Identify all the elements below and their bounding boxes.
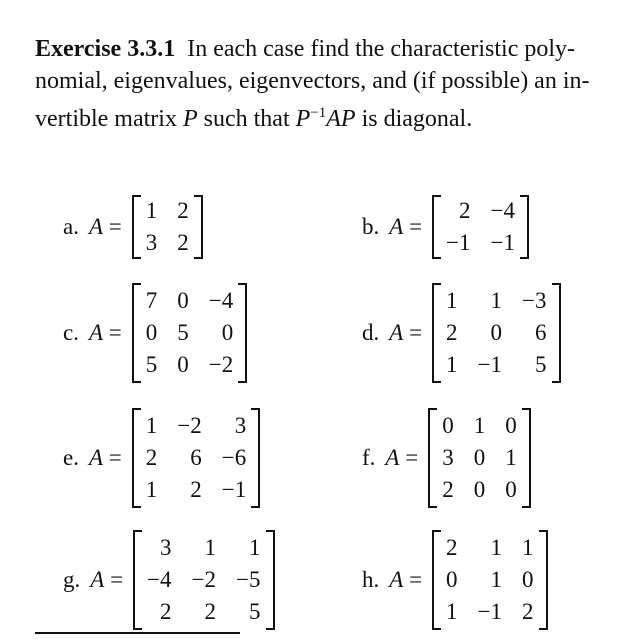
problem-label: g.	[63, 567, 81, 592]
matrix-equation-lhs	[389, 214, 422, 240]
matrix-entry: 1	[446, 288, 458, 313]
matrix-entry: 1	[145, 198, 158, 223]
matrix-entry: 2	[177, 198, 189, 223]
matrix-entry: 2	[446, 535, 458, 560]
problem-label: d.	[362, 320, 380, 345]
equals-sign: =	[405, 445, 419, 470]
matrix-entry: 5	[535, 352, 547, 377]
matrix-entry: 0	[505, 477, 517, 502]
matrix-entry: 1	[145, 477, 158, 502]
matrix-entry: 1	[490, 535, 503, 560]
matrix-variable: A	[389, 567, 404, 592]
left-bracket	[432, 283, 441, 383]
matrix-equation-lhs	[385, 445, 418, 471]
matrix-entry: 6	[535, 320, 547, 345]
matrix-entry: 2	[160, 599, 172, 624]
matrix-entry: −4	[490, 198, 516, 223]
statement-line-2: nomial, eigenvalues, eigenvectors, and (if possible) an in-	[35, 68, 590, 94]
right-bracket	[539, 530, 548, 630]
problem-h	[362, 530, 550, 630]
matrix-entry: 1	[145, 413, 158, 438]
equals-sign: =	[409, 214, 423, 239]
footnote-rule	[35, 632, 240, 634]
matrix-entry: −1	[221, 477, 247, 502]
matrix-variable: A	[90, 567, 105, 592]
matrix-entry: 2	[204, 599, 217, 624]
exercise-statement	[35, 33, 590, 135]
matrix-entry: 1	[473, 413, 486, 438]
matrix-entry: 1	[446, 599, 458, 624]
matrix-variable: A	[88, 214, 104, 239]
matrix-ap: AP	[326, 106, 356, 132]
matrix-entry: 0	[490, 320, 503, 345]
left-bracket	[432, 530, 441, 630]
equals-sign: =	[108, 320, 122, 345]
matrix-variable: A	[88, 320, 104, 345]
matrix-entry: −6	[221, 445, 247, 470]
matrix-entry: 2	[522, 599, 534, 624]
matrix-entry: −1	[477, 599, 503, 624]
matrix-entry: −1	[477, 352, 503, 377]
exercise-number: Exercise 3.3.1	[35, 36, 176, 62]
matrix-entry: −3	[522, 288, 547, 313]
matrix-equation-lhs	[90, 567, 123, 593]
matrix-entry: 0	[177, 288, 189, 313]
matrix-entry: −2	[208, 352, 234, 377]
right-bracket	[552, 283, 561, 383]
matrix-entry: 3	[160, 535, 172, 560]
problem-label: a.	[63, 214, 79, 239]
problem-b	[362, 195, 531, 259]
matrix	[130, 408, 262, 508]
right-bracket	[251, 408, 260, 508]
matrix-p: P	[295, 106, 311, 132]
matrix-equation-lhs	[389, 320, 422, 346]
matrix-entry: −1	[446, 230, 471, 255]
left-bracket	[132, 408, 141, 508]
equals-sign: =	[409, 567, 423, 592]
matrix-p: P	[182, 106, 198, 132]
statement-text: In each case find the characteristic poly-	[187, 36, 575, 62]
matrix-entry: −2	[191, 567, 217, 592]
matrix-entry: 7	[145, 288, 158, 313]
problem-d	[362, 283, 563, 383]
statement-line-1	[35, 33, 590, 65]
matrix-entry: 0	[446, 567, 458, 592]
matrix-entry: −1	[490, 230, 516, 255]
matrix-equation-lhs	[89, 214, 122, 240]
matrix-variable: A	[385, 445, 400, 470]
problem-g	[63, 530, 277, 630]
left-bracket	[132, 195, 141, 259]
matrix-entry: 1	[446, 352, 458, 377]
matrix-entry: 2	[177, 230, 189, 255]
right-bracket	[266, 530, 275, 630]
matrix-entry: 2	[190, 477, 202, 502]
matrix-entry: 0	[505, 413, 517, 438]
matrix-entry: 0	[473, 445, 486, 470]
matrix-entry: 0	[442, 413, 454, 438]
right-bracket	[520, 195, 529, 259]
matrix-entry: 2	[145, 445, 158, 470]
matrix-entry: 2	[442, 477, 454, 502]
problem-e	[63, 408, 262, 508]
problem-label: h.	[362, 567, 380, 592]
matrix-entry: −2	[177, 413, 202, 438]
matrix-entry: 5	[145, 352, 158, 377]
matrix-variable: A	[389, 320, 404, 345]
problem-a	[63, 195, 205, 259]
matrix-equation-lhs	[89, 320, 122, 346]
right-bracket	[194, 195, 203, 259]
matrix-entry: 1	[490, 567, 503, 592]
left-bracket	[428, 408, 437, 508]
equals-sign: =	[108, 214, 122, 239]
matrix-entry: 5	[177, 320, 189, 345]
matrix	[430, 195, 531, 259]
matrix-entry: 0	[145, 320, 158, 345]
statement-text: vertible matrix	[35, 106, 177, 132]
matrix-entry: 5	[249, 599, 261, 624]
matrix-entry: 0	[522, 567, 534, 592]
problem-label: e.	[63, 445, 79, 470]
matrix-entry: 1	[490, 288, 503, 313]
matrix-entry: 2	[446, 320, 458, 345]
matrix-entry: 3	[234, 413, 247, 438]
right-bracket	[238, 283, 247, 383]
matrix	[430, 283, 562, 383]
matrix-entry: 0	[221, 320, 234, 345]
matrix-entry: 3	[145, 230, 158, 255]
matrix	[130, 283, 249, 383]
matrix-entry: −5	[236, 567, 261, 592]
problem-label: c.	[63, 320, 79, 345]
matrix-variable: A	[389, 214, 404, 239]
matrix-entry: −4	[208, 288, 234, 313]
equals-sign: =	[110, 567, 124, 592]
right-bracket	[522, 408, 531, 508]
equals-sign: =	[409, 320, 423, 345]
matrix	[430, 530, 549, 630]
matrix-variable: A	[88, 445, 104, 470]
matrix-entry: 1	[204, 535, 217, 560]
statement-text: such that	[203, 106, 290, 132]
problem-c	[63, 283, 249, 383]
matrix-entry: 1	[249, 535, 261, 560]
matrix-equation-lhs	[89, 445, 122, 471]
matrix-entry: 1	[522, 535, 534, 560]
statement-text: is diagonal.	[361, 106, 473, 132]
matrix-entry: 6	[190, 445, 202, 470]
matrix-entry: 1	[505, 445, 517, 470]
matrix-entry: 0	[473, 477, 486, 502]
matrix-equation-lhs	[389, 567, 422, 593]
problem-label: f.	[362, 445, 376, 470]
matrix-entry: 0	[177, 352, 189, 377]
matrix-entry: −4	[147, 567, 172, 592]
matrix	[130, 195, 205, 259]
matrix-entry: 3	[442, 445, 454, 470]
left-bracket	[432, 195, 441, 259]
problem-f	[362, 408, 533, 508]
problem-label: b.	[362, 214, 380, 239]
matrix-entry: 2	[459, 198, 471, 223]
statement-line-3	[35, 97, 590, 135]
matrix	[426, 408, 533, 508]
inverse-superscript: −1	[310, 105, 327, 121]
equals-sign: =	[108, 445, 122, 470]
left-bracket	[132, 283, 141, 383]
left-bracket	[133, 530, 142, 630]
matrix	[131, 530, 276, 630]
